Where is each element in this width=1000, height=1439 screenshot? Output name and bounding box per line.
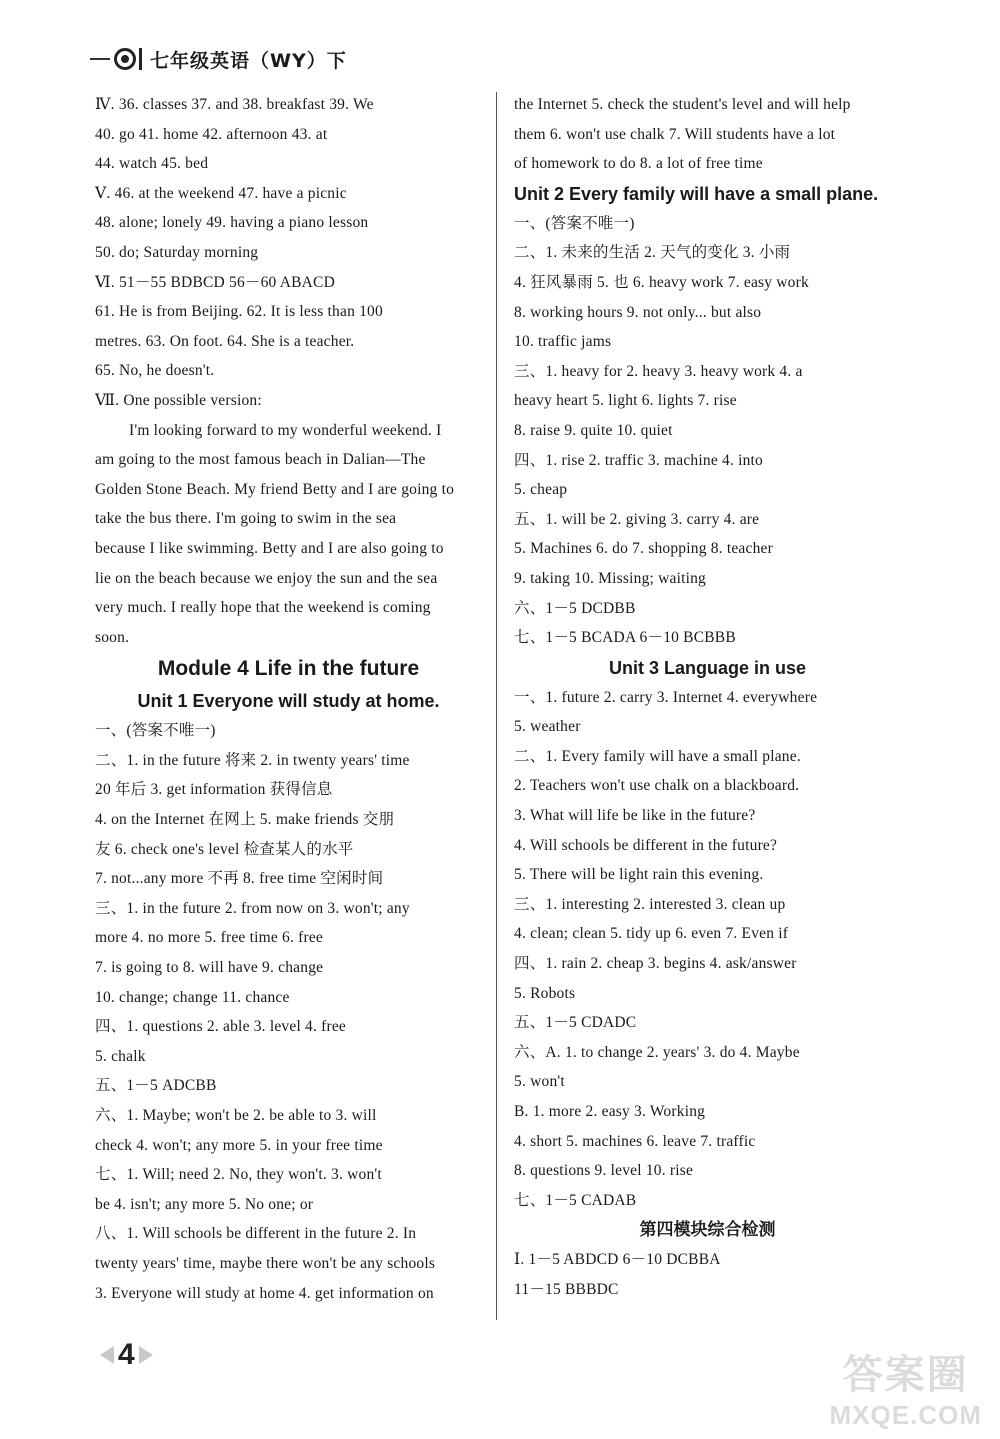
answer-line: 七、1－5 BCADA 6－10 BCBBB <box>514 629 736 647</box>
answer-line: 4. on the Internet 在网上 5. make friends 交朋 <box>95 811 395 829</box>
right-column <box>514 90 901 1305</box>
answer-line: 3. Everyone will study at home 4. get information on <box>95 1284 434 1302</box>
answer-line: 5. chalk <box>95 1047 146 1065</box>
answer-line: 11－15 BBBDC <box>514 1280 619 1298</box>
answer-line: metres. 63. On foot. 64. She is a teacher. <box>95 332 355 350</box>
watermark-logo <box>830 1343 982 1431</box>
logo-icon <box>114 48 136 70</box>
left-answers <box>95 90 482 416</box>
answer-line: 四、1. questions 2. able 3. level 4. free <box>95 1018 347 1036</box>
module-title: Module 4 Life in the future <box>157 657 420 681</box>
answer-line: Ⅳ. 36. classes 37. and 38. breakfast 39. We <box>95 96 374 113</box>
answer-line: 一、(答案不唯一) <box>95 722 216 740</box>
column-divider <box>496 92 497 1320</box>
answer-line: Ⅰ. 1－5 ABDCD 6－10 DCBBA <box>514 1251 721 1269</box>
answer-line: Ⅴ. 46. at the weekend 47. have a picnic <box>95 184 347 202</box>
answer-line: 三、1. in the future 2. from now on 3. won't; any <box>95 899 410 917</box>
answer-line: check 4. won't; any more 5. in your free time <box>95 1136 383 1154</box>
answer-line: 四、1. rise 2. traffic 3. machine 4. into <box>514 451 763 469</box>
essay-line: I'm looking forward to my wonderful weekend. I <box>129 421 442 439</box>
answer-line: 48. alone; lonely 49. having a piano lesson <box>95 214 369 232</box>
answer-line: them 6. won't use chalk 7. Will students have a lot <box>514 125 836 143</box>
page-footer <box>100 1338 153 1372</box>
answer-line: 50. do; Saturday morning <box>95 243 259 261</box>
left-arrow-icon <box>100 1346 114 1364</box>
right-arrow-icon <box>139 1346 153 1364</box>
answer-line: be 4. isn't; any more 5. No one; or <box>95 1195 314 1213</box>
answer-line: 二、1. in the future 将来 2. in twenty years' time <box>95 751 410 769</box>
answer-line: 8. questions 9. level 10. rise <box>514 1162 694 1180</box>
answer-line: 4. 狂风暴雨 5. 也 6. heavy work 7. easy work <box>514 273 809 291</box>
essay <box>95 416 482 653</box>
answer-line: 三、1. interesting 2. interested 3. clean up <box>514 895 786 913</box>
answer-line: 五、1－5 ADCBB <box>95 1077 217 1095</box>
page-number: 4 <box>118 1338 135 1371</box>
essay-line: lie on the beach because we enjoy the sun and the sea <box>95 569 438 587</box>
answer-line: 3. What will life be like in the future? <box>514 807 756 825</box>
answer-line: twenty years' time, maybe there won't be any schools <box>95 1254 436 1272</box>
answer-line: 5. There will be light rain this evening. <box>514 866 764 884</box>
header-rule <box>90 58 110 60</box>
answer-line: 七、1－5 CADAB <box>514 1191 637 1209</box>
answer-line: 五、1. will be 2. giving 3. carry 4. are <box>514 510 760 528</box>
answer-line: 六、A. 1. to change 2. years' 3. do 4. Maybe <box>514 1043 800 1061</box>
answer-line: 八、1. Will schools be different in the future 2. In <box>95 1225 417 1243</box>
answer-line: 五、1－5 CDADC <box>514 1014 637 1032</box>
answer-line: 5. won't <box>514 1073 565 1091</box>
answer-line: the Internet 5. check the student's level and will help <box>514 96 851 113</box>
unit3-answers <box>514 683 901 1216</box>
unit1-title: Unit 1 Everyone will study at home. <box>137 691 440 712</box>
answer-line: 10. traffic jams <box>514 333 612 351</box>
answer-line: 5. Machines 6. do 7. shopping 8. teacher <box>514 540 773 558</box>
answer-line: 三、1. heavy for 2. heavy 3. heavy work 4. a <box>514 362 803 380</box>
watermark-url: MXQE.COM <box>829 1400 982 1430</box>
answer-line: 65. No, he doesn't. <box>95 362 215 380</box>
module-test-answers <box>514 1245 901 1304</box>
essay-line: am going to the most famous beach in Dalian—The <box>95 451 426 469</box>
answer-line: Ⅵ. 51－55 BDBCD 56－60 ABACD <box>95 273 335 291</box>
answer-line: of homework to do 8. a lot of free time <box>514 155 763 173</box>
answer-line: 10. change; change 11. chance <box>95 988 290 1006</box>
answer-line: Ⅶ. One possible version: <box>95 391 262 409</box>
answer-line: 7. not...any more 不再 8. free time 空闲时间 <box>95 870 384 888</box>
header-title: 七年级英语（WY）下 <box>150 49 347 72</box>
answer-line: 2. Teachers won't use chalk on a blackboard. <box>514 777 800 795</box>
answer-line: heavy heart 5. light 6. lights 7. rise <box>514 392 737 410</box>
answer-line: 8. raise 9. quite 10. quiet <box>514 421 673 439</box>
answer-line: B. 1. more 2. easy 3. Working <box>514 1103 706 1120</box>
watermark-main: 答案圈 <box>842 1352 969 1398</box>
answer-line: 一、1. future 2. carry 3. Internet 4. everywhere <box>514 688 818 706</box>
answer-line: 44. watch 45. bed <box>95 155 209 173</box>
answer-line: 六、1. Maybe; won't be 2. be able to 3. will <box>95 1107 377 1124</box>
essay-line: very much. I really hope that the weekend is coming <box>95 599 431 617</box>
answer-line: 四、1. rain 2. cheap 3. begins 4. ask/answer <box>514 955 797 973</box>
answer-line: 七、1. Will; need 2. No, they won't. 3. won't <box>95 1166 382 1184</box>
essay-line: soon. <box>95 628 130 646</box>
answer-line: 二、1. Every family will have a small plane. <box>514 747 801 765</box>
answer-line: 5. Robots <box>514 984 576 1002</box>
unit3-title: Unit 3 Language in use <box>608 657 807 678</box>
unit2-title: Unit 2 Every family will have a small plane. <box>514 183 879 204</box>
unit1-continued <box>514 90 901 179</box>
module-test-title: 第四模块综合检测 <box>639 1220 776 1241</box>
answer-line: 一、(答案不唯一) <box>514 214 635 232</box>
essay-line: take the bus there. I'm going to swim in the sea <box>95 510 397 528</box>
answer-line: 7. is going to 8. will have 9. change <box>95 959 324 977</box>
answer-line: 40. go 41. home 42. afternoon 43. at <box>95 125 328 143</box>
essay-line: Golden Stone Beach. My friend Betty and I are going to <box>95 480 455 498</box>
answer-line: more 4. no more 5. free time 6. free <box>95 929 323 947</box>
unit2-answers <box>514 209 901 653</box>
answer-line: 61. He is from Beijing. 62. It is less than 100 <box>95 303 383 321</box>
answer-line: 友 6. check one's level 检查某人的水平 <box>95 840 354 858</box>
answer-line: 4. short 5. machines 6. leave 7. traffic <box>514 1132 756 1150</box>
answer-line: 5. weather <box>514 718 581 736</box>
answer-line: 8. working hours 9. not only... but also <box>514 303 762 321</box>
essay-line: because I like swimming. Betty and I are also going to <box>95 539 444 557</box>
header-bar <box>139 48 142 70</box>
answer-line: 4. Will schools be different in the future? <box>514 836 778 854</box>
page-header <box>90 44 347 74</box>
answer-line: 20 年后 3. get information 获得信息 <box>95 781 333 799</box>
answer-line: 4. clean; clean 5. tidy up 6. even 7. Even if <box>514 925 789 943</box>
answer-line: 9. taking 10. Missing; waiting <box>514 569 706 587</box>
unit1-answers <box>95 716 482 1308</box>
answer-line: 5. cheap <box>514 481 568 499</box>
answer-line: 六、1－5 DCDBB <box>514 599 636 617</box>
left-column <box>95 90 482 1308</box>
answer-line: 二、1. 未来的生活 2. 天气的变化 3. 小雨 <box>514 244 791 262</box>
